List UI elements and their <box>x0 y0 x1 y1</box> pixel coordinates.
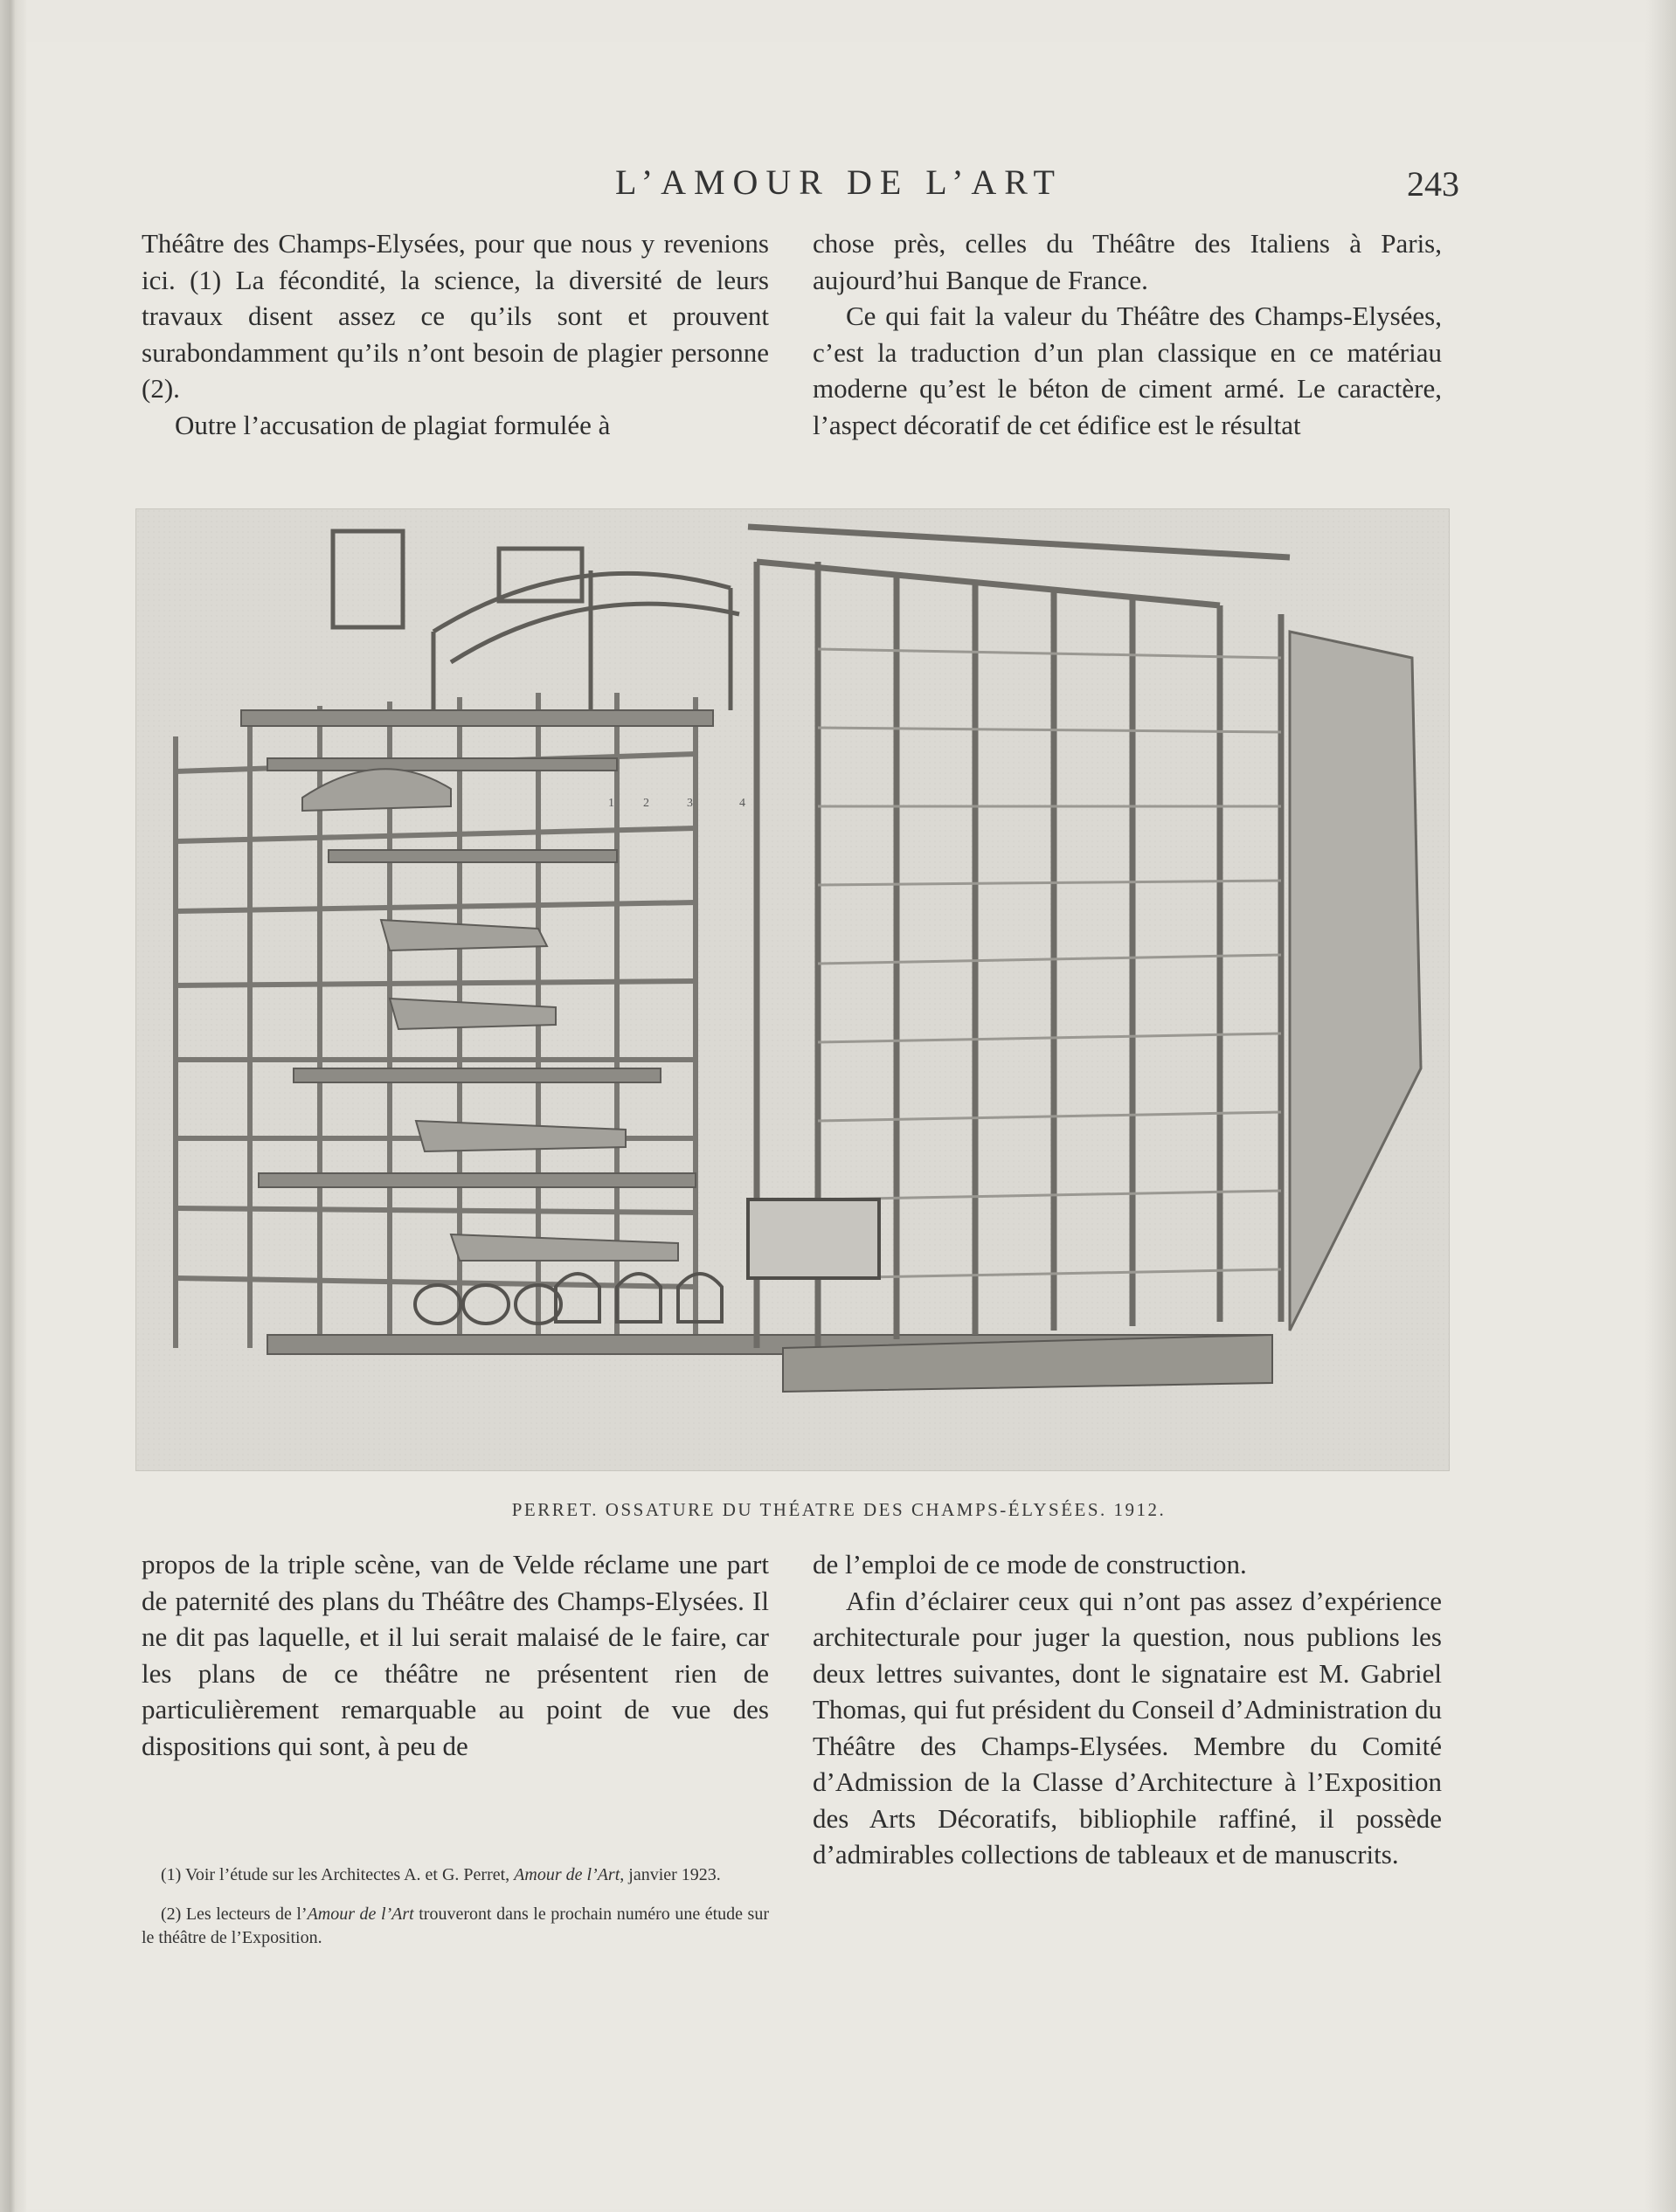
paragraph: Théâtre des Champs-Elysées, pour que nous y revenions ici. (1) La fécondité, la science, la diversité de leurs travaux disent assez ce qu’ils sont et prouvent surabondamment qu’ils n’ont besoin de plagier personne (2). <box>142 228 769 404</box>
figure-label: 4 <box>739 797 745 810</box>
figure-label: 3 <box>687 797 693 810</box>
page-gutter-left <box>0 0 26 2212</box>
footnote-text: (2) Les lecteurs de l’ <box>161 1904 308 1924</box>
column-bottom-right <box>813 1546 1442 1873</box>
page-number: 243 <box>1407 164 1459 204</box>
theatre-skeleton-illustration <box>135 508 1450 1471</box>
footnote-text: trouveront dans le prochain numéro une étude sur le théâtre de l’Exposition. <box>142 1904 769 1947</box>
footnotes <box>142 1863 769 1966</box>
footnote-text: , janvier 1923. <box>620 1865 721 1884</box>
paragraph: chose près, celles du Théâtre des Italiens à Paris, aujourd’hui Banque de France. <box>813 228 1442 295</box>
footnote-journal-title: Amour de l’Art <box>514 1865 620 1884</box>
stage-box <box>748 1199 879 1278</box>
column-top-left <box>142 225 769 443</box>
footnote-1 <box>142 1863 769 1887</box>
footnote-2 <box>142 1903 769 1950</box>
footnote-journal-title: Amour de l’Art <box>307 1904 414 1924</box>
figure-caption: PERRET. OSSATURE DU THÉATRE DES CHAMPS-ÉLYSÉES. 1912. <box>511 1499 1167 1520</box>
figure-label: 2 <box>643 797 649 810</box>
column-top-right <box>813 225 1442 443</box>
paragraph: propos de la triple scène, van de Velde réclame une part de paternité des plans du Théâtre des Champs-Elysées. Il ne dit pas laquelle, et il lui serait malaisé de le faire, car les plans de ce théâtre ne présentent rien de particulièrement remarquable au point de vue des dispositions qui sont, à peu de <box>142 1549 769 1761</box>
figure-label: 1 <box>608 797 614 810</box>
paragraph: Afin d’éclairer ceux qui n’ont pas assez d’expérience architecturale pour juger la question, nous publions les deux lettres suivantes, dont le signataire est M. Gabriel Thomas, qui fut président du Conseil d’Administration du Théâtre des Champs-Elysées. Membre du Comité d’Admission de la Classe d’Architecture à l’Exposition des Arts Décoratifs, bibliophile raffiné, il possède d’admirables collections de tableaux et de manuscrits. <box>813 1585 1442 1870</box>
building-frame-drawing <box>136 509 1449 1470</box>
page-edge-right <box>1646 0 1676 2212</box>
footnote-text: (1) Voir l’étude sur les Architectes A. et G. Perret, <box>161 1865 510 1884</box>
paragraph: de l’emploi de ce mode de construction. <box>813 1549 1247 1580</box>
running-title: L’AMOUR DE L’ART <box>615 162 1063 202</box>
paragraph: Ce qui fait la valeur du Théâtre des Champs-Elysées, c’est la traduction d’un plan classique en ce matériau moderne qu’est le béton de ciment armé. Le caractère, l’aspect décoratif de cet édifice est le résultat <box>813 301 1442 440</box>
paragraph: Outre l’accusation de plagiat formulée à <box>175 409 611 440</box>
column-bottom-left <box>142 1546 769 1764</box>
